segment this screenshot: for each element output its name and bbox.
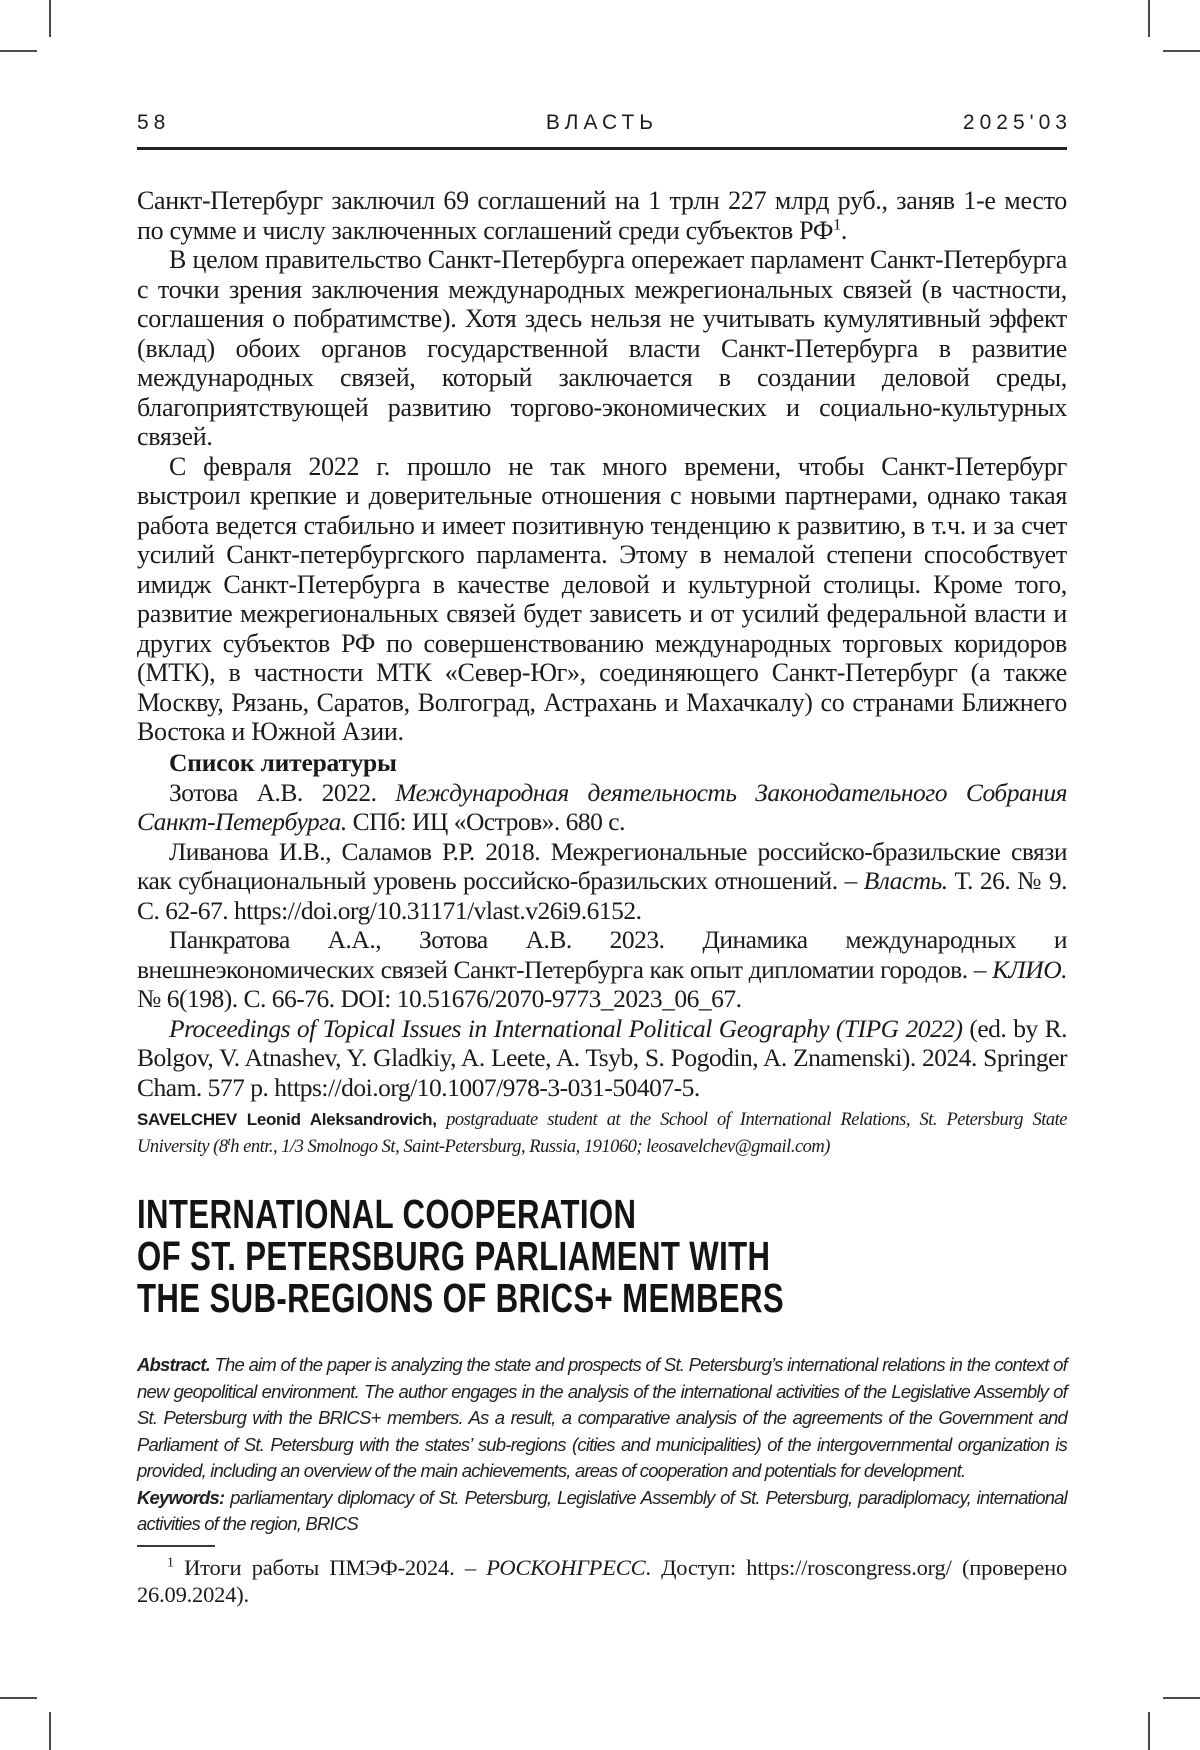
page-number: 58 [137, 111, 171, 134]
superscript-t: t [227, 1135, 231, 1148]
paragraph-continuation [137, 186, 1067, 245]
keywords-label: Keywords: [137, 1486, 225, 1508]
paragraph: В целом правительство Санкт-Петербурга опережает парламент Санкт-Петербурга с точки зрения заключения международных межрегиональных связей (в частности, соглашения о побратимстве). Хотя здесь нельзя не учитывать кумулятивный эффект (вклад) обоих органов государственной власти Санкт-Петербурга в развитие международных связей, который заключается в создании деловой среды, благоприятствующей развитию торгово-экономических и социально-культурных связей. [137, 245, 1067, 451]
reference-text: Зотова А.В. 2022. [169, 777, 396, 807]
footnote-source-italic: РОСКОНГРЕСС [486, 1555, 646, 1580]
paragraph-text: Санкт-Петербург заключил 69 соглашений на 1 трлн 227 млрд руб., заняв 1-е место по сумме и числу заключенных соглашений среди субъектов РФ [137, 186, 1067, 245]
crop-mark-bottom-right-horizontal [1163, 1697, 1200, 1699]
abstract-paragraph [137, 1352, 1067, 1485]
reference-item [137, 1014, 1067, 1103]
reference-item [137, 925, 1067, 1014]
keywords-paragraph [137, 1485, 1067, 1538]
author-info [137, 1106, 1067, 1161]
crop-mark-top-right-vertical [1148, 0, 1150, 37]
article-title-english [137, 1193, 1067, 1319]
crop-mark-bottom-left-vertical [49, 1712, 51, 1750]
crop-mark-top-right-horizontal [1163, 50, 1200, 52]
issue-number: 2025'03 [962, 111, 1072, 134]
reference-text: СПб: ИЦ «Остров». 680 с. [346, 807, 626, 836]
abstract-label: Abstract. [137, 1354, 210, 1375]
abstract-section [137, 1352, 1067, 1538]
keywords-text: parliamentary diplomacy of St. Petersburg, Legislative Assembly of St. Petersburg, paradiplomacy, international activities of the region, BRICS [137, 1486, 1067, 1534]
reference-text: (ed. by R. Bolgov, V. Atnashev, Y. Gladkiy, A. Leete, A. Tsyb, S. Pogodin, A. Znamenski). 2024. Springer Cham. 577 p. https://doi.org/10.1007/978-3-031-50407-5. [137, 1013, 1067, 1102]
paragraph-text: . [840, 215, 848, 245]
crop-mark-top-left-vertical [49, 0, 51, 37]
abstract-text: The aim of the paper is analyzing the state and prospects of St. Petersburg’s international relations in the context of new geopolitical environment. The author engages in the analysis of the international activities of the Legislative Assembly of St. Petersburg with the BRICS+ members. As a result, a comparative analysis of the agreements of the Government and Parliament of St. Petersburg with the states’ sub-regions (cities and municipalities) of the intergovernmental organization is provided, including an overview of the main achievements, areas of cooperation and potentials for development. [137, 1354, 1067, 1481]
footnote-number: 1 [167, 1555, 174, 1571]
reference-item [137, 778, 1067, 837]
header-rule [137, 147, 1067, 150]
crop-mark-top-left-horizontal [0, 50, 37, 52]
crop-mark-bottom-right-vertical [1148, 1712, 1150, 1750]
footnote-line [137, 1554, 1067, 1608]
footnote [137, 1554, 1067, 1608]
footnote-separator-rule [137, 1545, 215, 1547]
affiliation-text: postgraduate student at the School of International Relations, St. Petersburg State University (8 [137, 1110, 1068, 1157]
reference-title-italic: КЛИО. [992, 954, 1067, 984]
reference-text: Т. 26. № 9. С. 62-67. https://doi.org/10.31171/vlast.v26i9.6152. [137, 866, 1068, 925]
reference-text: № 6(198). С. 66-76. DOI: 10.51676/2070-9773_2023_06_67. [137, 984, 742, 1013]
footnote-reference-marker: 1 [833, 215, 841, 233]
references-section [137, 748, 1067, 1102]
reference-text: Панкратова А.А., Зотова А.В. 2023. Динамика международных и внешнеэкономических связей Санкт-Петербурга как опыт дипломатии городов. – [137, 925, 1067, 984]
affiliation-text: h entr., 1/3 Smolnogo St, Saint-Petersburg, Russia, 191060; leosavelchev@gmail.com) [230, 1137, 830, 1157]
author-name: SAVELCHEV Leonid Aleksandrovich, [137, 1110, 437, 1129]
reference-title-italic: Международная деятельность Законодательного Собрания Санкт-Петербурга. [137, 777, 1067, 836]
article-body [137, 186, 1067, 747]
footnote-text: Итоги работы ПМЭФ-2024. – [173, 1555, 487, 1580]
reference-title-italic: Власть. [863, 866, 948, 895]
reference-title-italic: Proceedings of Topical Issues in International Political Geography (TIPG 2022) [169, 1013, 963, 1043]
crop-mark-bottom-left-horizontal [0, 1697, 37, 1699]
references-heading: Список литературы [169, 748, 397, 777]
title-line: INTERNATIONAL COOPERATION [137, 1191, 637, 1237]
title-line: OF ST. PETERSBURG PARLIAMENT WITH [137, 1233, 771, 1279]
journal-title: ВЛАСТЬ [545, 111, 659, 134]
reference-item [137, 837, 1067, 926]
footnote-text: . Доступ: https://roscongress.org/ (проверено 26.09.2024). [137, 1555, 1068, 1607]
title-line: THE SUB-REGIONS OF BRICS+ MEMBERS [137, 1275, 785, 1321]
reference-text: Ливанова И.В., Саламов Р.Р. 2018. Межрегиональные российско-бразильские связи как субнациональный уровень российско-бразильских отношений. – [137, 836, 1067, 895]
paragraph: С февраля 2022 г. прошло не так много времени, чтобы Санкт-Петербург выстроил крепкие и доверительные отношения с новыми партнерами, однако такая работа ведется стабильно и имеет позитивную тенденцию к развитию, в т.ч. и за счет усилий Санкт-петербургского парламента. Этому в немалой степени способствует имидж Санкт-Петербурга в качестве деловой и культурной столицы. Кроме того, развитие межрегиональных связей будет зависеть и от усилий федеральной власти и других субъектов РФ по совершенствованию международных торговых коридоров (МТК), в частности МТК «Север-Юг», соединяющего Санкт-Петербург (а также Москву, Рязань, Саратов, Волгоград, Астрахань и Махачкалу) со странами Ближнего Востока и Южной Азии. [137, 451, 1067, 746]
author-line [137, 1106, 1067, 1161]
